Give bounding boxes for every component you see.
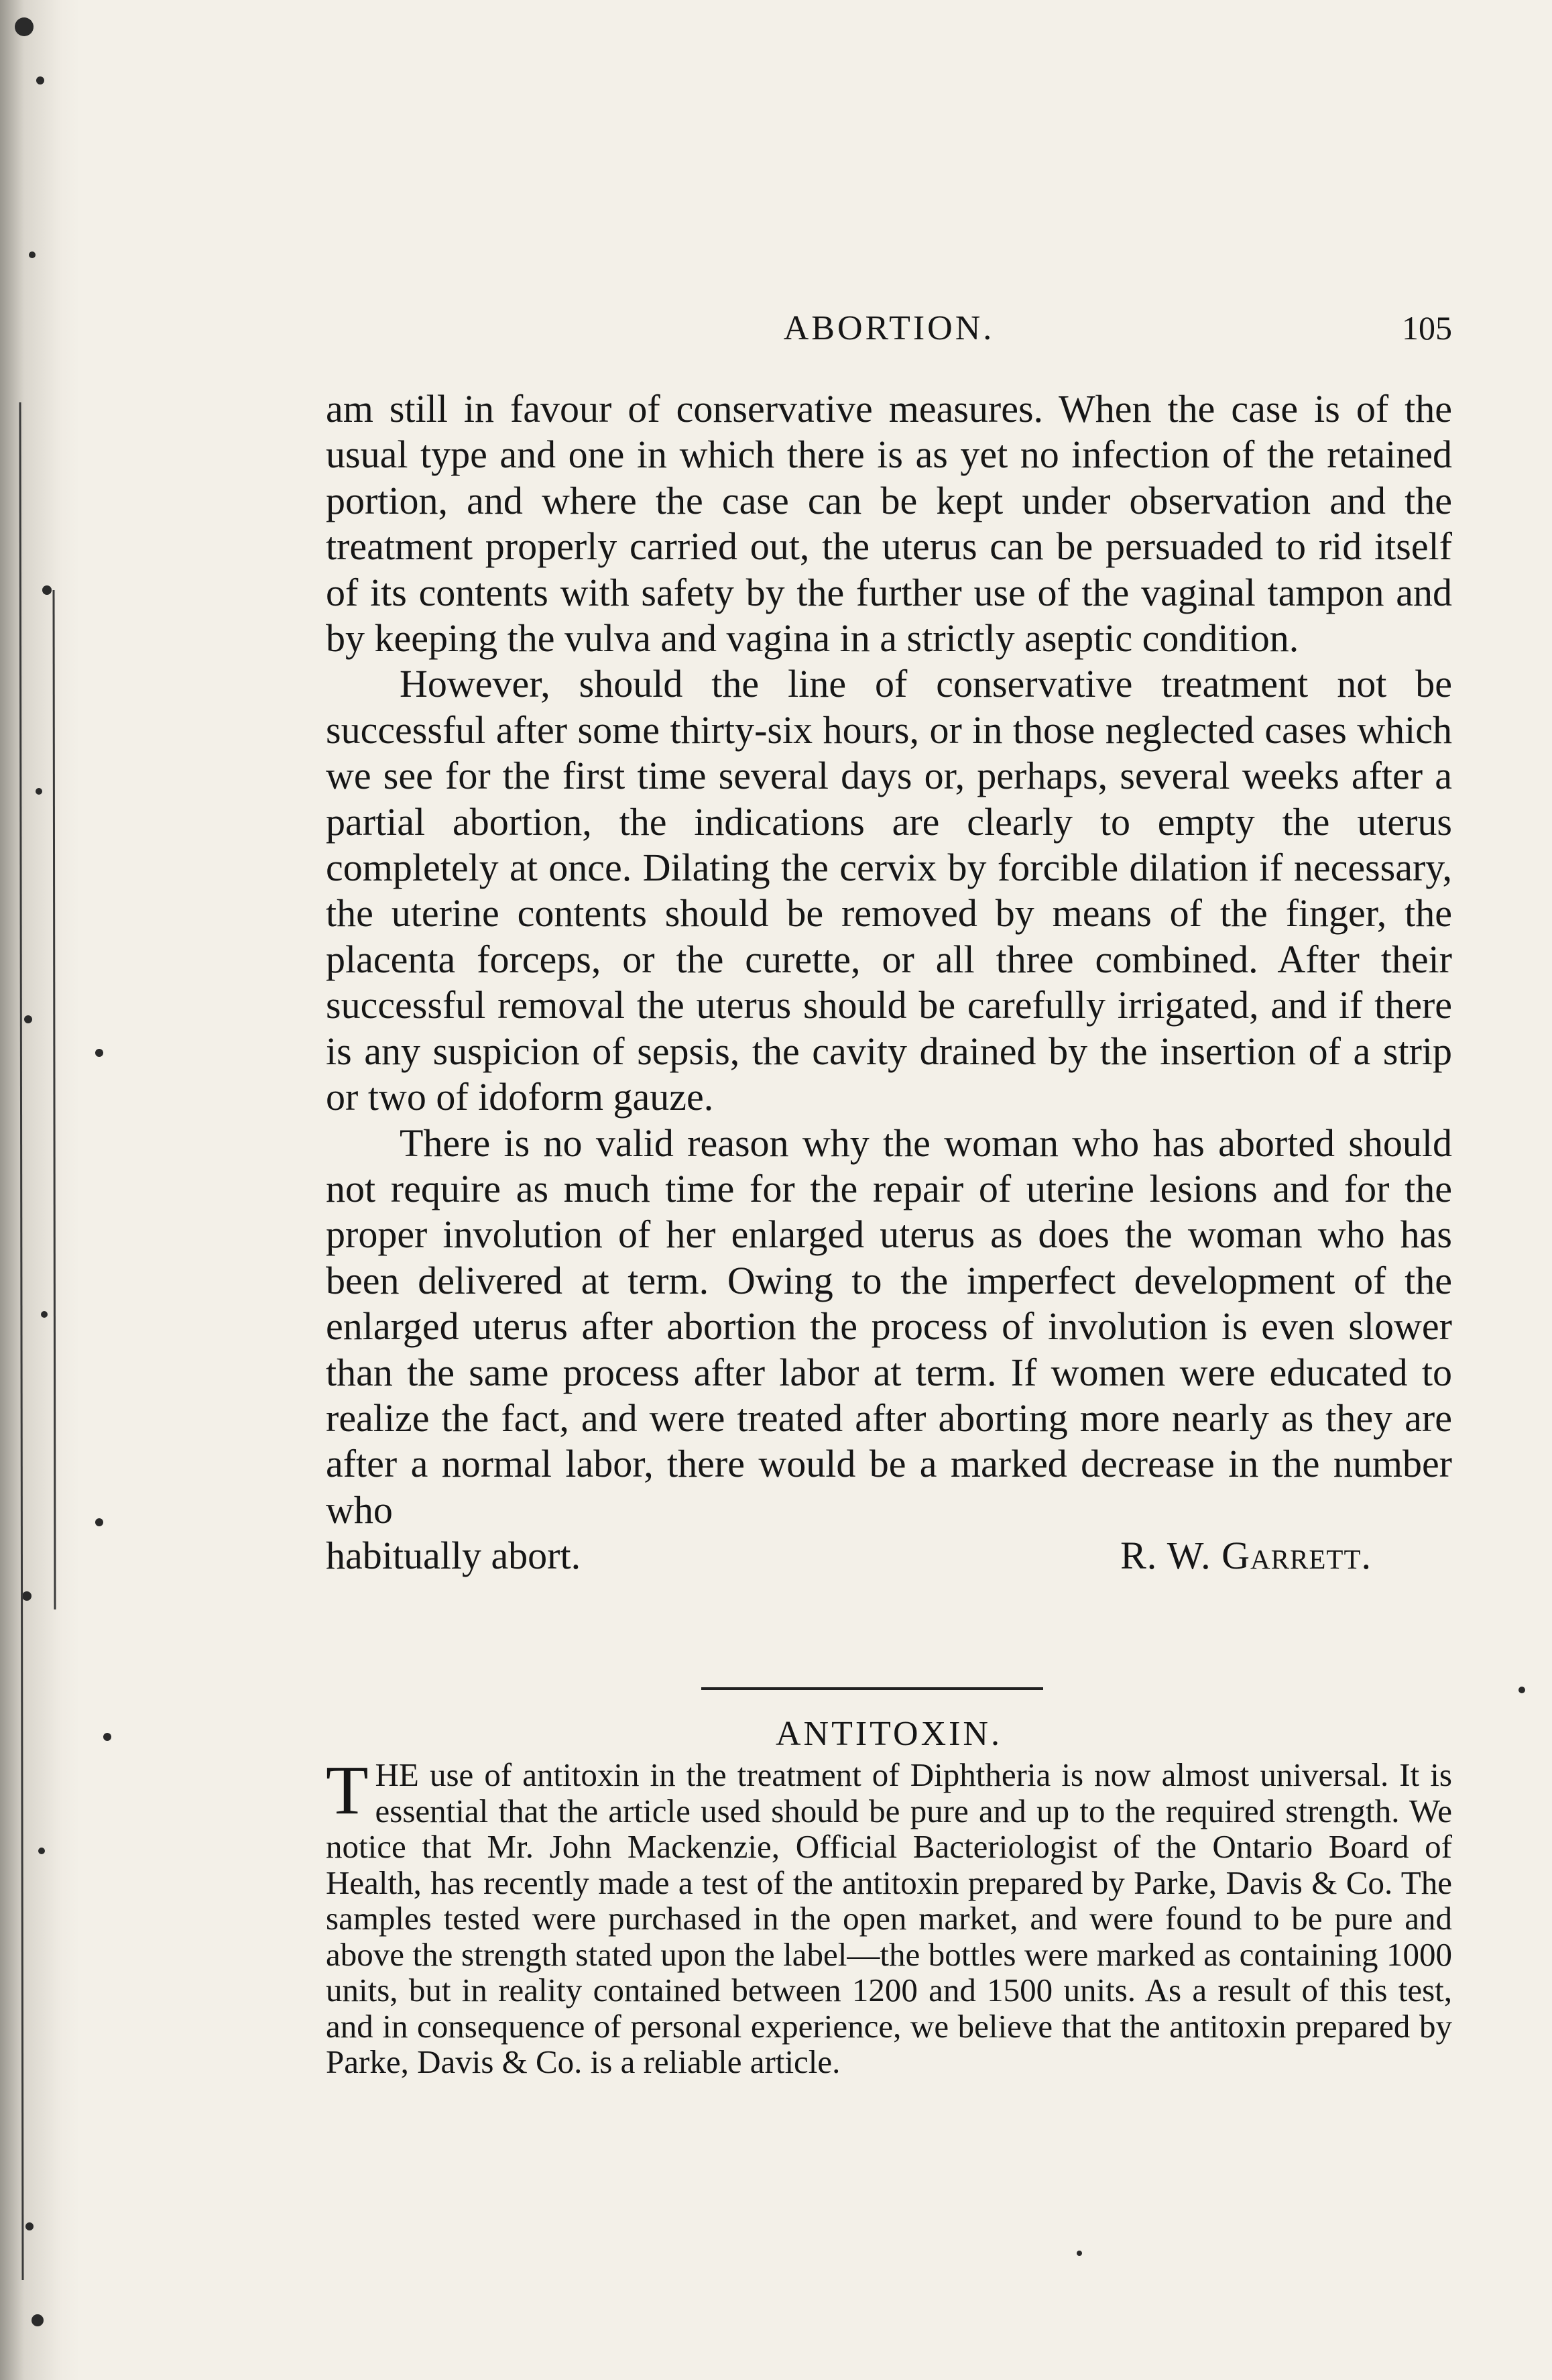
abortion-paragraph-2: However, should the line of conservative treatment not be successful after some thirty-six hours, or in those neglected cases which we see for the first time several days or, perhaps, several weeks after a partial abortion, the indications are clearly to empty the uterus completely at once. Dilating the cervix by forcible dilation if necessary, the uterine contents should be removed by means of the finger, the placenta forceps, or the curette, or all three combined. After their successful removal the uterus should be carefully irrigated, and if there is any suspicion of sepsis, the cavity drained by the insertion of a strip or two of idoform gauze. xyxy=(326,662,1452,1119)
antitoxin-paragraph xyxy=(326,1752,1452,2080)
page-number: 105 xyxy=(1402,309,1452,347)
abortion-article xyxy=(326,386,1452,1579)
antitoxin-article xyxy=(326,1752,1452,2080)
author-signature: R. W. Garrett. xyxy=(1120,1534,1372,1578)
antitoxin-title: ANTITOXIN. xyxy=(776,1715,1002,1753)
drop-cap: T xyxy=(326,1752,369,1829)
section-divider xyxy=(701,1687,1043,1690)
abortion-paragraph-1: am still in favour of conservative measures. When the case is of the usual type and one in which there is as yet no infection of the retained portion, and where the case can be kept under observation and the treatment properly carried out, the uterus can be persuaded to rid itself of its contents with safety by the further use of the vaginal tampon and by keeping the vulva and vagina in a strictly aseptic condition. xyxy=(326,387,1452,661)
abortion-paragraph-3: There is no valid reason why the woman who has aborted should not require as much time for the repair of uterine lesions and for the proper involution of her enlarged uterus as does the woman who has been delivered at term. Owing to the imperfect development of the enlarged uterus after abortion the process of involution is even slower than the same process after labor at term. If women were educated to realize the fact, and were treated after aborting more nearly as they are after a normal labor, there would be a marked decrease in the number who xyxy=(326,1121,1452,1532)
antitoxin-body: HE use of antitoxin in the treatment of Diphtheria is now almost universal. It is essential that the article used should be pure and up to the required strength. We notice that Mr. John Mackenzie, Official Bacteriologist of the Ontario Board of Health, has recently made a test of the antitoxin prepared by Parke, Davis & Co. The samples tested were purchased in the open market, and were found to be pure and above the strength stated upon the label—the bottles were marked as containing 1000 units, but in reality contained between 1200 and 1500 units. As a result of this test, and in consequence of personal experience, we believe that the antitoxin prepared by Parke, Davis & Co. is a reliable article. xyxy=(326,1756,1452,2080)
scan-binding-shadow xyxy=(0,0,80,2380)
closing-text: habitually abort. xyxy=(326,1534,581,1578)
page-header xyxy=(326,295,1452,355)
running-head: ABORTION. xyxy=(783,309,995,347)
closing-line xyxy=(326,1533,1452,1579)
